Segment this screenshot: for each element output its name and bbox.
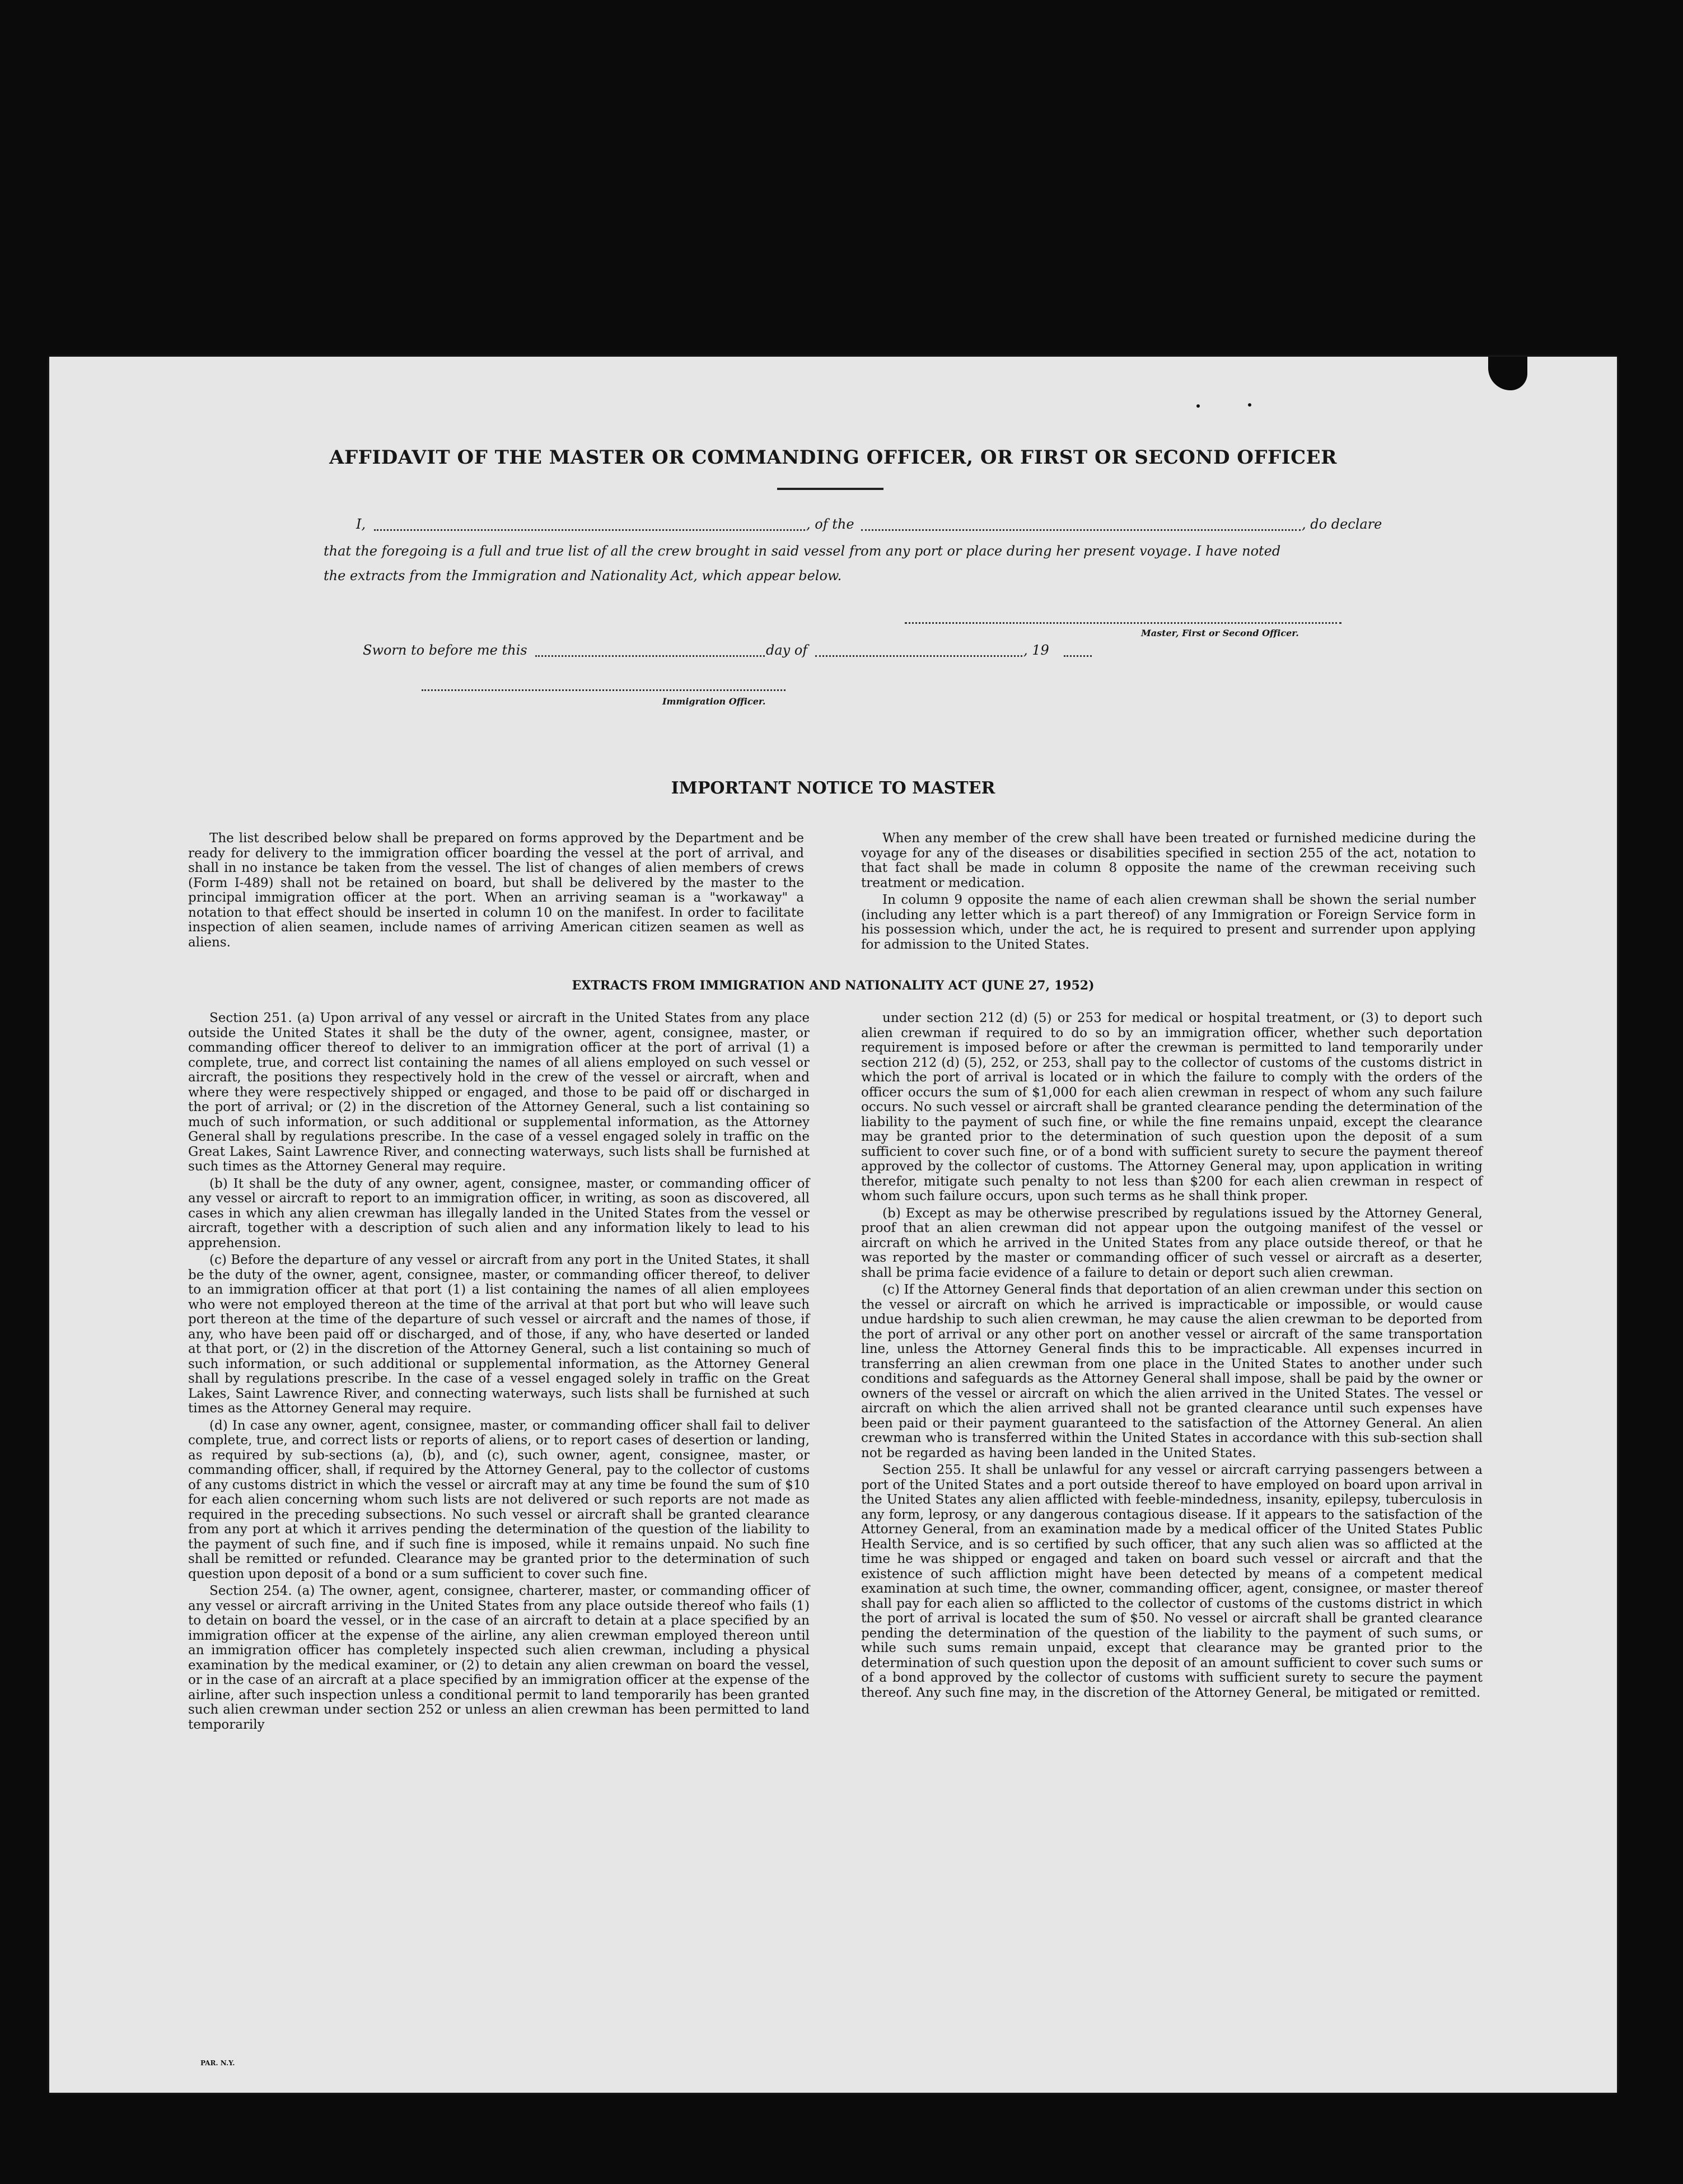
affidavit-title: AFFIDAVIT OF THE MASTER OR COMMANDING OFFICER, OR FIRST OR SECOND OFFICER [329, 446, 1337, 469]
printer-code: PAR. N.Y. [200, 2059, 235, 2067]
affidavit-i: I, [356, 516, 366, 532]
law-paragraph: (b) Except as may be otherwise prescribed by regulations issued by the Attorney General, proof that an alien crewman did not appear upon the outgoing manifest of the vessel or aircraft on which he arrived in the United States from any place outside thereof, or that he was reported by the master or commanding officer of such vessel or aircraft as a deserter, shall be prima facie evidence of a failure to detain or deport such alien crewman. [861, 1206, 1483, 1280]
name-blank[interactable] [374, 529, 805, 531]
law-paragraph: (c) Before the departure of any vessel or aircraft from any port in the United States, it shall be the duty of the owner, agent, consignee, master, or commanding officer thereof, to deliver to an immigration officer at that port (1) a list containing the names of all alien employees who were not employed thereon at the time of the arrival at that port but who will leave such port thereon at the time of the departure of such vessel or aircraft and the names of those, if any, who have been paid off or discharged, and of those, if any, who have deserted or landed at that port, or (2) in the discretion of the Attorney General, such a list containing so much of such information, or such additional or supplemental information, as the Attorney General shall by regulations prescribe. In the case of a vessel engaged solely in traffic on the Great Lakes, Saint Lawrence River, and connecting waterways, such lists shall be furnished at such times as the Attorney General may require. [188, 1253, 810, 1416]
law-paragraph: (d) In case any owner, agent, consignee, master, or commanding officer shall fail to deliver complete, true, and correct lists or reports of aliens, or to report cases of desertion or landing, as required by sub-sections (a), (b), and (c), such owner, agent, consignee, master, or commanding officer, shall, if required by the Attorney General, pay to the collector of customs of any customs district in which the vessel or aircraft may at any time be found the sum of $10 for each alien concerning whom such lists are not delivered or such reports are not made as required in the preceding subsections. No such vessel or aircraft shall be granted clearance from any port at which it arrives pending the determination of the question of the liability to the payment of such fine, and if such fine is imposed, while it remains unpaid. No such fine shall be remitted or refunded. Clearance may be granted prior to the determination of such question upon deposit of a bond or a sum sufficient to cover such fine. [188, 1418, 810, 1581]
title-rule [777, 488, 883, 490]
law-paragraph: (b) It shall be the duty of any owner, agent, consignee, master, or commanding officer of any vessel or aircraft to report to an immigration officer, in writing, as soon as discovered, all cases in which any alien crewman has illegally landed in the United States from the vessel or aircraft, together with a description of such alien and any information likely to lead to his apprehension. [188, 1176, 810, 1250]
extracts-left-column [188, 1011, 810, 1734]
notice-paragraph: When any member of the crew shall have been treated or furnished medicine during the voyage for any of the diseases or disabilities specified in section 255 of the act, notation to that fact shall be made in column 8 opposite the name of the crewman receiving such treatment or medication. [861, 831, 1476, 890]
notice-left-column [188, 831, 804, 952]
notice-right-column [861, 831, 1476, 954]
officer-label: Immigration Officer. [662, 696, 766, 707]
year-blank[interactable] [1064, 655, 1092, 657]
affidavit-statement: that the foregoing is a full and true list of all the crew brought in said vessel from any port or place during her present voyage. I have noted [324, 543, 1281, 559]
law-paragraph: (c) If the Attorney General finds that deportation of an alien crewman under this section on the vessel or aircraft on which he arrived is impracticable or impossible, or would cause undue hardship to such alien crewman, he may cause the alien crewman to be deported from the port of arrival or any other port on another vessel or aircraft of the same transportation line, unless the Attorney General finds this to be impracticable. All expenses incurred in transferring an alien crewman from one place in the United States to another under such conditions and safeguards as the Attorney General shall impose, shall be paid by the owner or owners of the vessel or aircraft on which the alien arrived in the United States. The vessel or aircraft on which the alien arrived shall not be granted clearance until such expenses have been paid or their payment guaranteed to the satisfaction of the Attorney General. An alien crewman who is transferred within the United States in accordance with this sub-section shall not be regarded as having been landed in the United States. [861, 1282, 1483, 1460]
vessel-blank[interactable] [861, 529, 1301, 531]
notice-paragraph: In column 9 opposite the name of each alien crewman shall be shown the serial number (including any letter which is a part thereof) of any Immigration or Foreign Service form in his possession which, under the act, he is required to present and surrender upon applying for admission to the United States. [861, 893, 1476, 952]
signature-label: Master, First or Second Officer. [1141, 628, 1299, 638]
affidavit-of-the: , of the [806, 516, 854, 532]
notice-title: IMPORTANT NOTICE TO MASTER [671, 778, 995, 798]
ink-speck [1248, 403, 1251, 407]
law-paragraph: Section 255. It shall be unlawful for any vessel or aircraft carrying passengers between a port of the United States and a port outside thereof to have employed on board upon arrival in the United States any alien afflicted with feeble-mindedness, insanity, epilepsy, tuberculosis in any form, leprosy, or any dangerous contagious disease. If it appears to the satisfaction of the Attorney General, from an examination made by a medical officer of the United States Public Health Service, and is so certified by such officer, that any such alien was so afflicted at the time he was shipped or engaged and taken on board such vessel or aircraft and that the existence of such affliction might have been detected by means of a competent medical examination at such time, the owner, commanding officer, agent, consignee, or master thereof shall pay for each alien so afflicted to the collector of customs of the customs district in which the port of arrival is located the sum of $50. No vessel or aircraft shall be granted clearance pending the determination of the question of the liability to the payment of such sums, or while such sums remain unpaid, except that clearance may be granted prior to the determination of such question upon the deposit of an amount sufficient to cover such sums or of a bond approved by the collector of customs with sufficient surety to secure the payment thereof. Any such fine may, in the discretion of the Attorney General, be mitigated or remitted. [861, 1463, 1483, 1700]
ink-speck [1196, 404, 1200, 408]
year-text: , 19 [1023, 642, 1049, 658]
extracts-right-column [861, 1011, 1483, 1702]
sworn-month-blank[interactable] [815, 655, 1022, 657]
law-paragraph: Section 251. (a) Upon arrival of any vessel or aircraft in the United States from any place outside the United States it shall be the duty of the owner, agent, consignee, master, or commanding officer thereof to deliver to an immigration officer at the port of arrival (1) a complete, true, and correct list containing the names of all aliens employed on such vessel or aircraft, the positions they respectively hold in the crew of the vessel or aircraft, when and where they were respectively shipped or engaged, and those to be paid off or discharged in the port of arrival; or (2) in the discretion of the Attorney General, such a list containing so much of such information, or such additional or supplemental information, as the Attorney General shall by regulations prescribe. In the case of a vessel engaged solely in traffic on the Great Lakes, Saint Lawrence River, and connecting waterways, such lists shall be furnished at such times as the Attorney General may require. [188, 1011, 810, 1174]
affidavit-statement-cont: the extracts from the Immigration and Nationality Act, which appear below. [324, 568, 842, 584]
document-sheet [49, 357, 1617, 2093]
law-paragraph: under section 212 (d) (5) or 253 for medical or hospital treatment, or (3) to deport such alien crewman if required to do so by an immigration officer, whether such deportation requirement is imposed before or after the crewman is permitted to land temporarily under section 212 (d) (5), 252, or 253, shall pay to the collector of customs of the customs district in which the port of arrival is located or in which the failure to comply with the orders of the officer occurs the sum of $1,000 for each alien crewman in respect of whom any such failure occurs. No such vessel or aircraft shall be granted clearance pending the determination of the liability to the payment of such fine, or while the fine remains unpaid, except the clearance may be granted prior to the determination of such question upon the deposit of a sum sufficient to cover such fine, or of a bond with sufficient surety to secure the payment thereof approved by the collector of customs. The Attorney General may, upon application in writing therefor, mitigate such penalty to not less than $200 for each alien crewman in respect of whom such failure occurs, upon such terms as he shall think proper. [861, 1011, 1483, 1203]
sworn-text: Sworn to before me this [363, 642, 527, 658]
day-of-text: day of [766, 642, 808, 658]
torn-corner [1488, 357, 1527, 390]
signature-blank[interactable] [905, 622, 1341, 624]
law-paragraph: Section 254. (a) The owner, agent, consignee, charterer, master, or commanding officer of any vessel or aircraft arriving in the United States from any place outside thereof who fails (1) to detain on board the vessel, or in the case of an aircraft to detain at a place specified by an immigration officer at the expense of the airline, any alien crewman employed thereon until an immigration officer has completely inspected such alien crewman, including a physical examination by the medical examiner, or (2) to detain any alien crewman on board the vessel, or in the case of an aircraft at a place specified by an immigration officer at the expense of the airline, after such inspection unless a conditional permit to land temporarily has been granted such alien crewman under section 252 or unless an alien crewman has been permitted to land temporarily [188, 1584, 810, 1732]
notice-paragraph: The list described below shall be prepared on forms approved by the Department and be ready for delivery to the immigration officer boarding the vessel at the port of arrival, and shall in no instance be taken from the vessel. The list of changes of alien members of crews (Form I-489) shall not be retained on board, but shall be delivered by the master to the principal immigration officer at the port. When an arriving seaman is a "workaway" a notation to that effect should be inserted in column 10 on the manifest. In order to facilitate inspection of alien seamen, include names of arriving American citizen seamen as well as aliens. [188, 831, 804, 950]
affidavit-declare: , do declare [1302, 516, 1382, 532]
officer-blank[interactable] [422, 689, 786, 691]
extracts-title: EXTRACTS FROM IMMIGRATION AND NATIONALITY ACT (JUNE 27, 1952) [572, 978, 1095, 993]
sworn-day-blank[interactable] [535, 655, 765, 657]
